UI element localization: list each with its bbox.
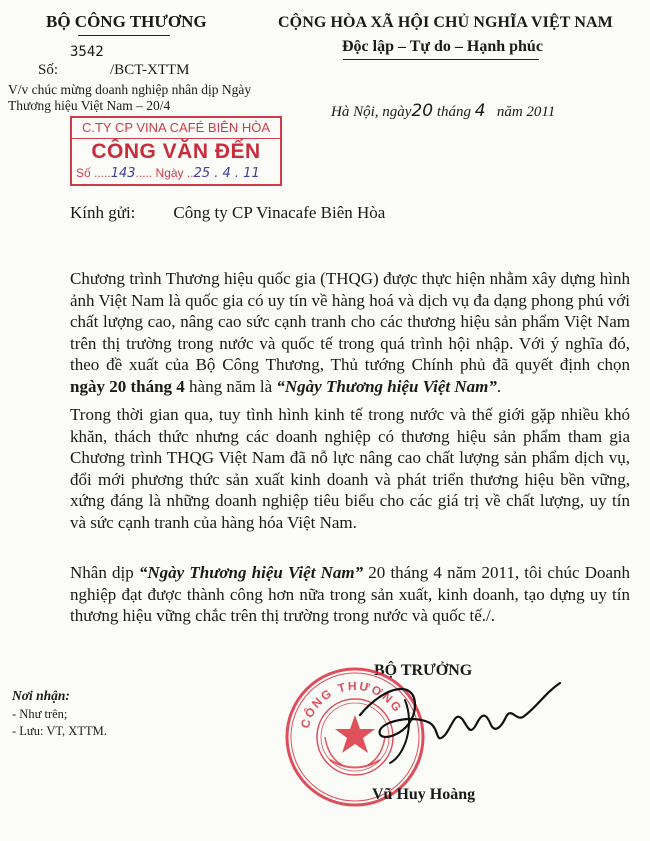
- stamped-document-number: 3542: [70, 44, 104, 60]
- received-date-value: 25 . 4 . 11: [193, 166, 260, 181]
- p3-text-end: 20 tháng 4 năm 2011, tôi chúc Doanh nghiệp đạt được thành công hơn nữa trong sản xuất, kinh doanh, tạo dựng uy tín thương hiệu vững chắc trên thị trường trong nước và quốc tế./.: [70, 563, 631, 626]
- body-paragraph-1: [70, 268, 630, 398]
- signer-name: Vũ Huy Hoàng: [372, 786, 476, 803]
- received-number-label: Số: [76, 166, 91, 180]
- motto-underline: [343, 59, 539, 60]
- addressee-label: Kính gửi:: [70, 203, 136, 222]
- ministry-underline: [78, 35, 170, 36]
- seal-ring-text: CÔNG THƯƠNG: [297, 678, 406, 730]
- document-subject: V/v chúc mừng doanh nghiệp nhân dịp Ngày Thương hiệu Việt Nam – 20/4: [8, 82, 252, 113]
- date-year: năm 2011: [496, 104, 556, 120]
- received-number-value: 143: [110, 166, 136, 181]
- handwritten-signature: [345, 675, 575, 765]
- p3-italic-event: “Ngày Thương hiệu Việt Nam”: [138, 563, 364, 582]
- recipient-item: - Lưu: VT, XTTM.: [12, 724, 107, 738]
- p1-bold-date: ngày 20 tháng 4: [70, 376, 185, 396]
- body-paragraph-2: [70, 404, 630, 534]
- addressee-line: [70, 203, 385, 223]
- received-stamp-details: Số .....143..... Ngày ..25 . 4 . 11: [76, 166, 260, 181]
- document-number: [38, 62, 189, 79]
- p3-text-start: Nhân dịp: [70, 563, 139, 582]
- p1-italic-event: “Ngày Thương hiệu Việt Nam”: [276, 376, 497, 396]
- received-date-label: Ngày: [155, 166, 184, 180]
- document-date: [331, 101, 555, 121]
- national-motto: Độc lập – Tự do – Hạnh phúc: [342, 38, 543, 55]
- body-paragraph-3: [70, 562, 630, 627]
- recipients-list: [12, 706, 107, 740]
- p1-text-end: .: [496, 376, 502, 396]
- p1-text-start: Chương trình Thương hiệu quốc gia (THQG) được thực hiện nhằm xây dựng hình ảnh Việt Nam là quốc gia có uy tín về hàng hoá và dịch vụ đa dạng phong phú với chất lượng cao, nâng cao sức cạnh tranh cho các thương hiệu sản phẩm Việt Nam trên thị trường trong nước và quốc tế trong quá trình hội nhập. Với ý nghĩa đó, theo đề xuất của Bộ Công Thương, Thủ tướng Chính phủ đã quyết định chọn: [70, 269, 630, 375]
- addressee-name: Công ty CP Vinacafe Biên Hòa: [173, 203, 386, 222]
- p2-text: Trong thời gian qua, tuy tình hình kinh tế trong nước và thế giới gặp nhiều khó khăn, thách thức nhưng các doanh nghiệp có thương hiệu sản phẩm tham gia Chương trình THQG Việt Nam đã nỗ lực nâng cao chất lượng sản phẩm dịch vụ, đổi mới phương thức sản xuất kinh doanh và phát triển thương hiệu bền vững, xứng đáng là những doanh nghiệp tiêu biểu cho các giá trị về chất lượng, uy tín và sức cạnh tranh của hàng hóa Việt Nam.: [70, 405, 630, 532]
- ministry-name: BỘ CÔNG THƯƠNG: [46, 12, 207, 31]
- received-document-stamp: [70, 116, 282, 186]
- national-title: CỘNG HÒA XÃ HỘI CHỦ NGHĨA VIỆT NAM: [278, 14, 613, 31]
- date-month-label: tháng: [436, 104, 471, 120]
- received-stamp-title: CÔNG VĂN ĐẾN: [91, 140, 261, 163]
- received-stamp-company: C.TY CP VINA CAFÉ BIÊN HÒA: [72, 118, 280, 139]
- recipient-item: - Như trên;: [12, 707, 68, 721]
- recipients-heading: Nơi nhận:: [12, 688, 70, 703]
- p1-text-mid: hàng năm là: [184, 376, 277, 396]
- document-number-prefix: Số:: [38, 62, 59, 78]
- date-day: 20: [411, 101, 434, 121]
- signer-title: BỘ TRƯỞNG: [374, 662, 473, 679]
- date-month: 4: [474, 101, 486, 121]
- date-prefix: Hà Nội, ngày: [331, 104, 412, 120]
- document-number-suffix: /BCT-XTTM: [110, 62, 190, 78]
